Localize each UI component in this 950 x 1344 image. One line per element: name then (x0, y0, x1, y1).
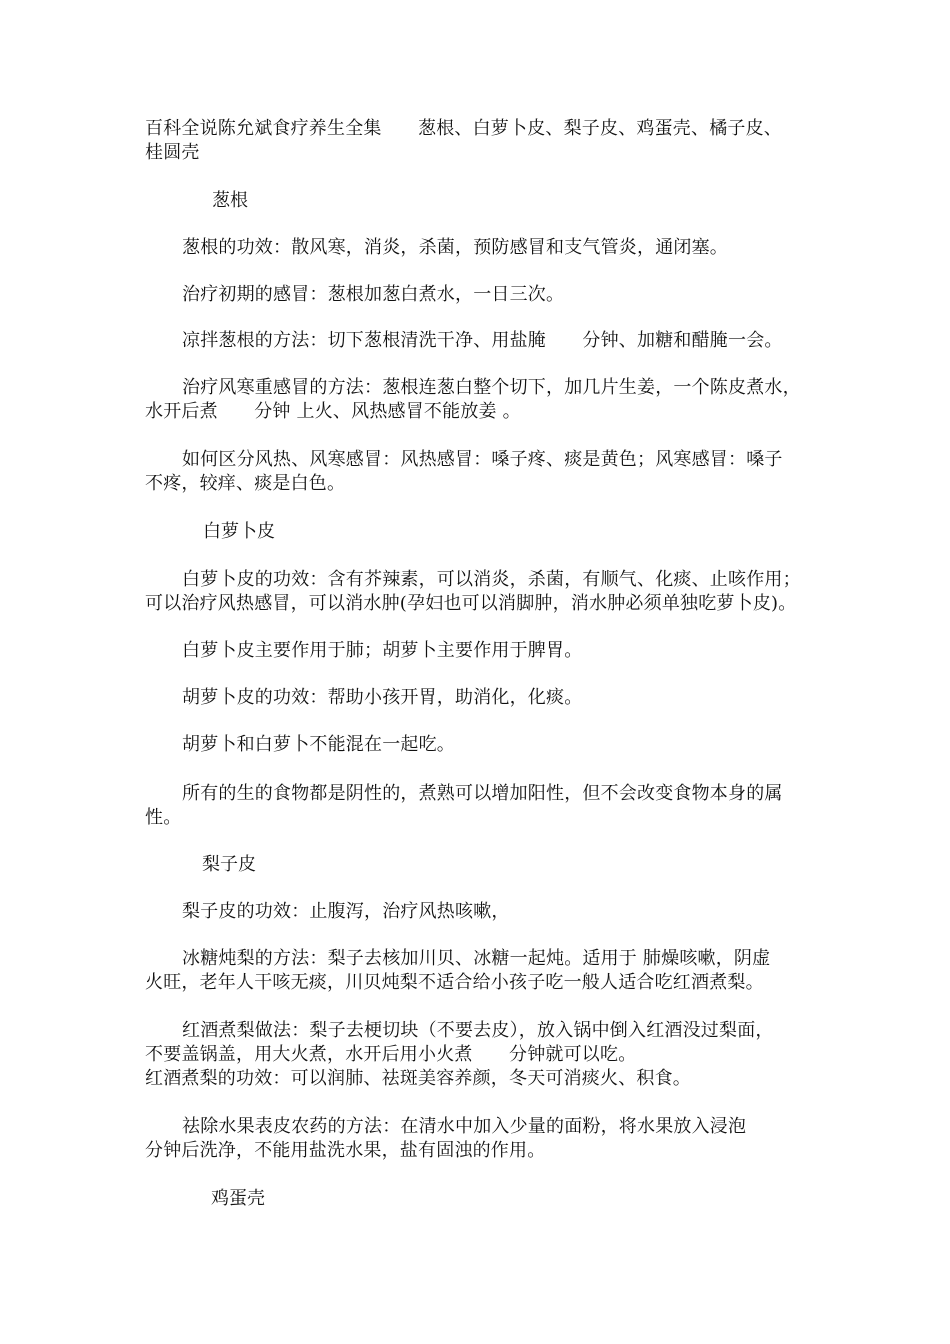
section-heading-scallion-root: 葱根 (212, 190, 248, 211)
paragraph-line: 分钟后洗净，不能用盐洗水果，盐有固浊的作用。 (145, 1140, 546, 1161)
paragraph-line: 水开后煮 分钟 上火、风热感冒不能放姜 。 (145, 401, 521, 422)
paragraph-line: 胡萝卜皮的功效：帮助小孩开胃，助消化，化痰。 (182, 687, 583, 708)
paragraph-line: 红酒煮梨的功效：可以润肺、祛斑美容养颜，冬天可消痰火、积食。 (145, 1068, 691, 1089)
document-title-line-2: 桂圆壳 (145, 142, 200, 163)
paragraph-line: 如何区分风热、风寒感冒：风热感冒：嗓子疼、痰是黄色；风寒感冒：嗓子 (182, 449, 783, 470)
paragraph-line: 白萝卜皮的功效：含有芥辣素，可以消炎，杀菌，有顺气、化痰、止咳作用； (182, 569, 801, 590)
paragraph-line: 火旺，老年人干咳无痰，川贝炖梨不适合给小孩子吃一般人适合吃红酒煮梨。 (145, 972, 764, 993)
paragraph-line: 梨子皮的功效：止腹泻，治疗风热咳嗽， (182, 901, 510, 922)
paragraph-line: 葱根的功效：散风寒，消炎，杀菌，预防感冒和支气管炎，通闭塞。 (182, 237, 728, 258)
paragraph-line: 白萝卜皮主要作用于肺；胡萝卜主要作用于脾胃。 (182, 640, 583, 661)
section-heading-pear-peel: 梨子皮 (202, 854, 256, 875)
paragraph-line: 红酒煮梨做法：梨子去梗切块（不要去皮），放入锅中倒入红酒没过梨面， (182, 1020, 774, 1041)
paragraph-line: 性。 (145, 807, 182, 828)
paragraph-line: 不要盖锅盖，用大火煮，水开后用小火煮 分钟就可以吃。 (145, 1044, 637, 1065)
paragraph-line: 冰糖炖梨的方法：梨子去核加川贝、冰糖一起炖。适用于 肺燥咳嗽，阴虚 (182, 948, 771, 969)
section-heading-eggshell: 鸡蛋壳 (211, 1188, 265, 1209)
paragraph-line: 凉拌葱根的方法：切下葱根清洗干净、用盐腌 分钟、加糖和醋腌一会。 (182, 330, 783, 351)
document-title-line-1: 百科全说陈允斌食疗养生全集 葱根、白萝卜皮、梨子皮、鸡蛋壳、橘子皮、 (145, 118, 782, 139)
paragraph-line: 治疗风寒重感冒的方法：葱根连葱白整个切下，加几片生姜，一个陈皮煮水， (182, 377, 801, 398)
paragraph-line: 所有的生的食物都是阴性的，煮熟可以增加阳性，但不会改变食物本身的属 (182, 783, 783, 804)
paragraph-line: 祛除水果表皮农药的方法：在清水中加入少量的面粉，将水果放入浸泡 (182, 1116, 747, 1137)
paragraph-line: 胡萝卜和白萝卜不能混在一起吃。 (182, 734, 455, 755)
paragraph-line: 不疼，较痒、痰是白色。 (145, 473, 346, 494)
paragraph-line: 可以治疗风热感冒，可以消水肿(孕妇也可以消脚肿，消水肿必须单独吃萝卜皮)。 (145, 593, 797, 614)
section-heading-white-radish-peel: 白萝卜皮 (203, 521, 275, 542)
paragraph-line: 治疗初期的感冒：葱根加葱白煮水，一日三次。 (182, 284, 565, 305)
